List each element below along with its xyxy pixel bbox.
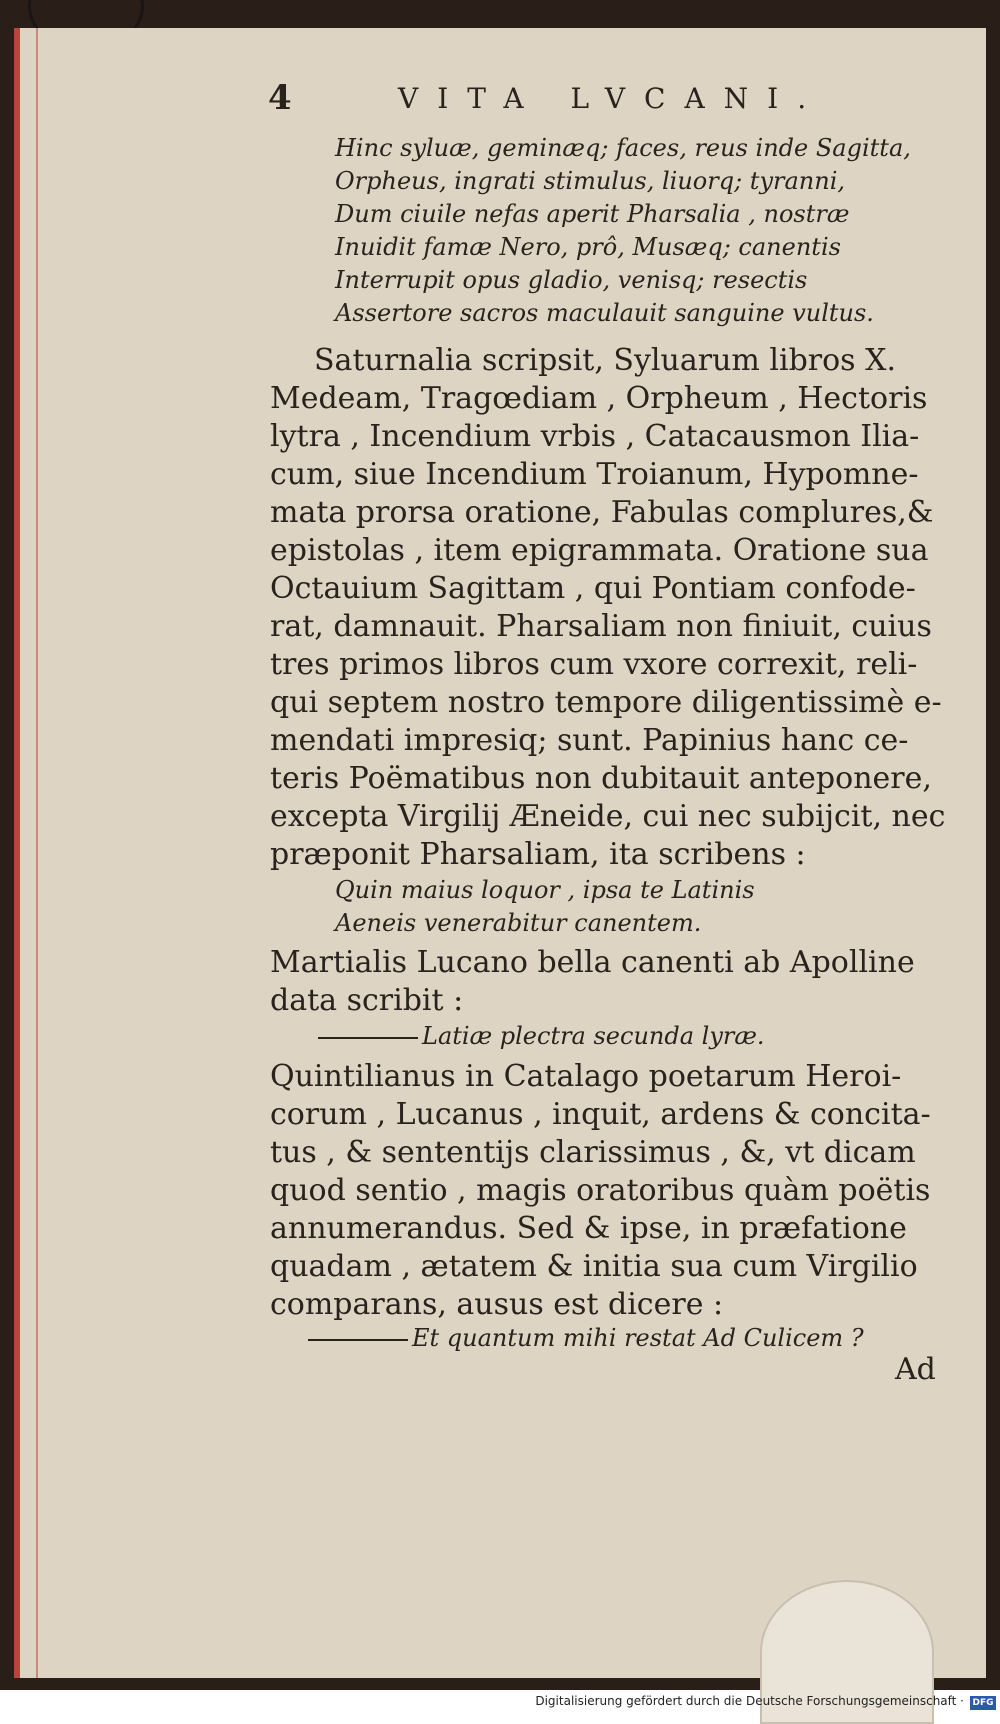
prose-line: Martialis Lucano bella canenti ab Apolline [270,945,915,980]
footer-text: Digitalisierung gefördert durch die Deutsche Forschungsgemeinschaft · [535,1694,964,1708]
prose-block-2 [270,944,950,1020]
prose-line: annumerandus. Sed & ipse, in præfatione [270,1211,907,1246]
prose-block-3 [270,1058,950,1324]
page-edge-rule [36,28,38,1678]
prose-line: mendati impresiq; sunt. Papinius hanc ce- [270,723,909,758]
prose-line: Quintilianus in Catalago poetarum Heroi- [270,1059,902,1094]
verse-line: Inuidit famæ Nero, prô, Musæq; canentis [335,233,841,261]
verse-line: Aeneis venerabitur canentem. [335,909,702,937]
prose-line: præponit Pharsaliam, ita scribens : [270,837,806,872]
page-number: 4 [268,78,292,118]
prose-line: comparans, ausus est dicere : [270,1287,724,1322]
prose-line: tres primos libros cum vxore correxit, reli- [270,647,918,682]
prose-line: lytra , Incendium vrbis , Catacausmon Ilia- [270,419,920,454]
prose-line: rat, damnauit. Pharsaliam non finiuit, cuius [270,609,932,644]
verse-block-1 [335,132,911,330]
verse-line: Latiæ plectra secunda lyræ. [318,1020,878,1053]
prose-line: teris Poëmatibus non dubitauit anteponere, [270,761,932,796]
em-rule [308,1339,408,1341]
prose-line: tus , & sententijs clarissimus , &, vt dicam [270,1135,916,1170]
prose-line: Medeam, Tragœdiam , Orpheum , Hectoris [270,381,928,416]
verse-block-4 [308,1322,868,1355]
verse-block-3 [318,1020,878,1053]
verse-line: Interrupit opus gladio, venisq; resectis [335,266,808,294]
prose-line: cum, siue Incendium Troianum, Hypomne- [270,457,919,492]
verse-line: Dum ciuile nefas aperit Pharsalia , nostræ [335,200,850,228]
verse-line: Orpheus, ingrati stimulus, liuorq; tyranni, [335,167,845,195]
dfg-logo: DFG [970,1696,996,1710]
prose-line: data scribit : [270,983,464,1018]
verse-line: Et quantum mihi restat Ad Culicem ? [308,1322,868,1355]
prose-line: qui septem nostro tempore diligentissimè e- [270,685,942,720]
em-rule [318,1037,418,1039]
prose-line: corum , Lucanus , inquit, ardens & concita- [270,1097,931,1132]
verse-line: Assertore sacros maculauit sanguine vultus. [335,299,874,327]
prose-line: quod sentio , magis oratoribus quàm poëtis [270,1173,931,1208]
prose-line: Octauium Sagittam , qui Pontiam confode- [270,571,916,606]
funding-footer [0,1694,1000,1716]
verse-line: Quin maius loquor , ipsa te Latinis [335,876,755,904]
verse-block-2 [335,874,895,940]
catchword: Ad [895,1352,936,1387]
running-title: VITA LVCANI. [398,82,826,115]
verse-line: Hinc syluæ, geminæq; faces, reus inde Sagitta, [335,134,911,162]
prose-block-1 [270,342,950,874]
prose-line: excepta Virgilij Æneide, cui nec subijcit, nec [270,799,946,834]
running-head [0,78,1000,118]
prose-line: Saturnalia scripsit, Syluarum libros X. [314,343,896,378]
prose-line: quadam , ætatem & initia sua cum Virgilio [270,1249,918,1284]
prose-line: epistolas , item epigrammata. Oratione sua [270,533,929,568]
prose-line: mata prorsa oratione, Fabulas complures,& [270,495,934,530]
